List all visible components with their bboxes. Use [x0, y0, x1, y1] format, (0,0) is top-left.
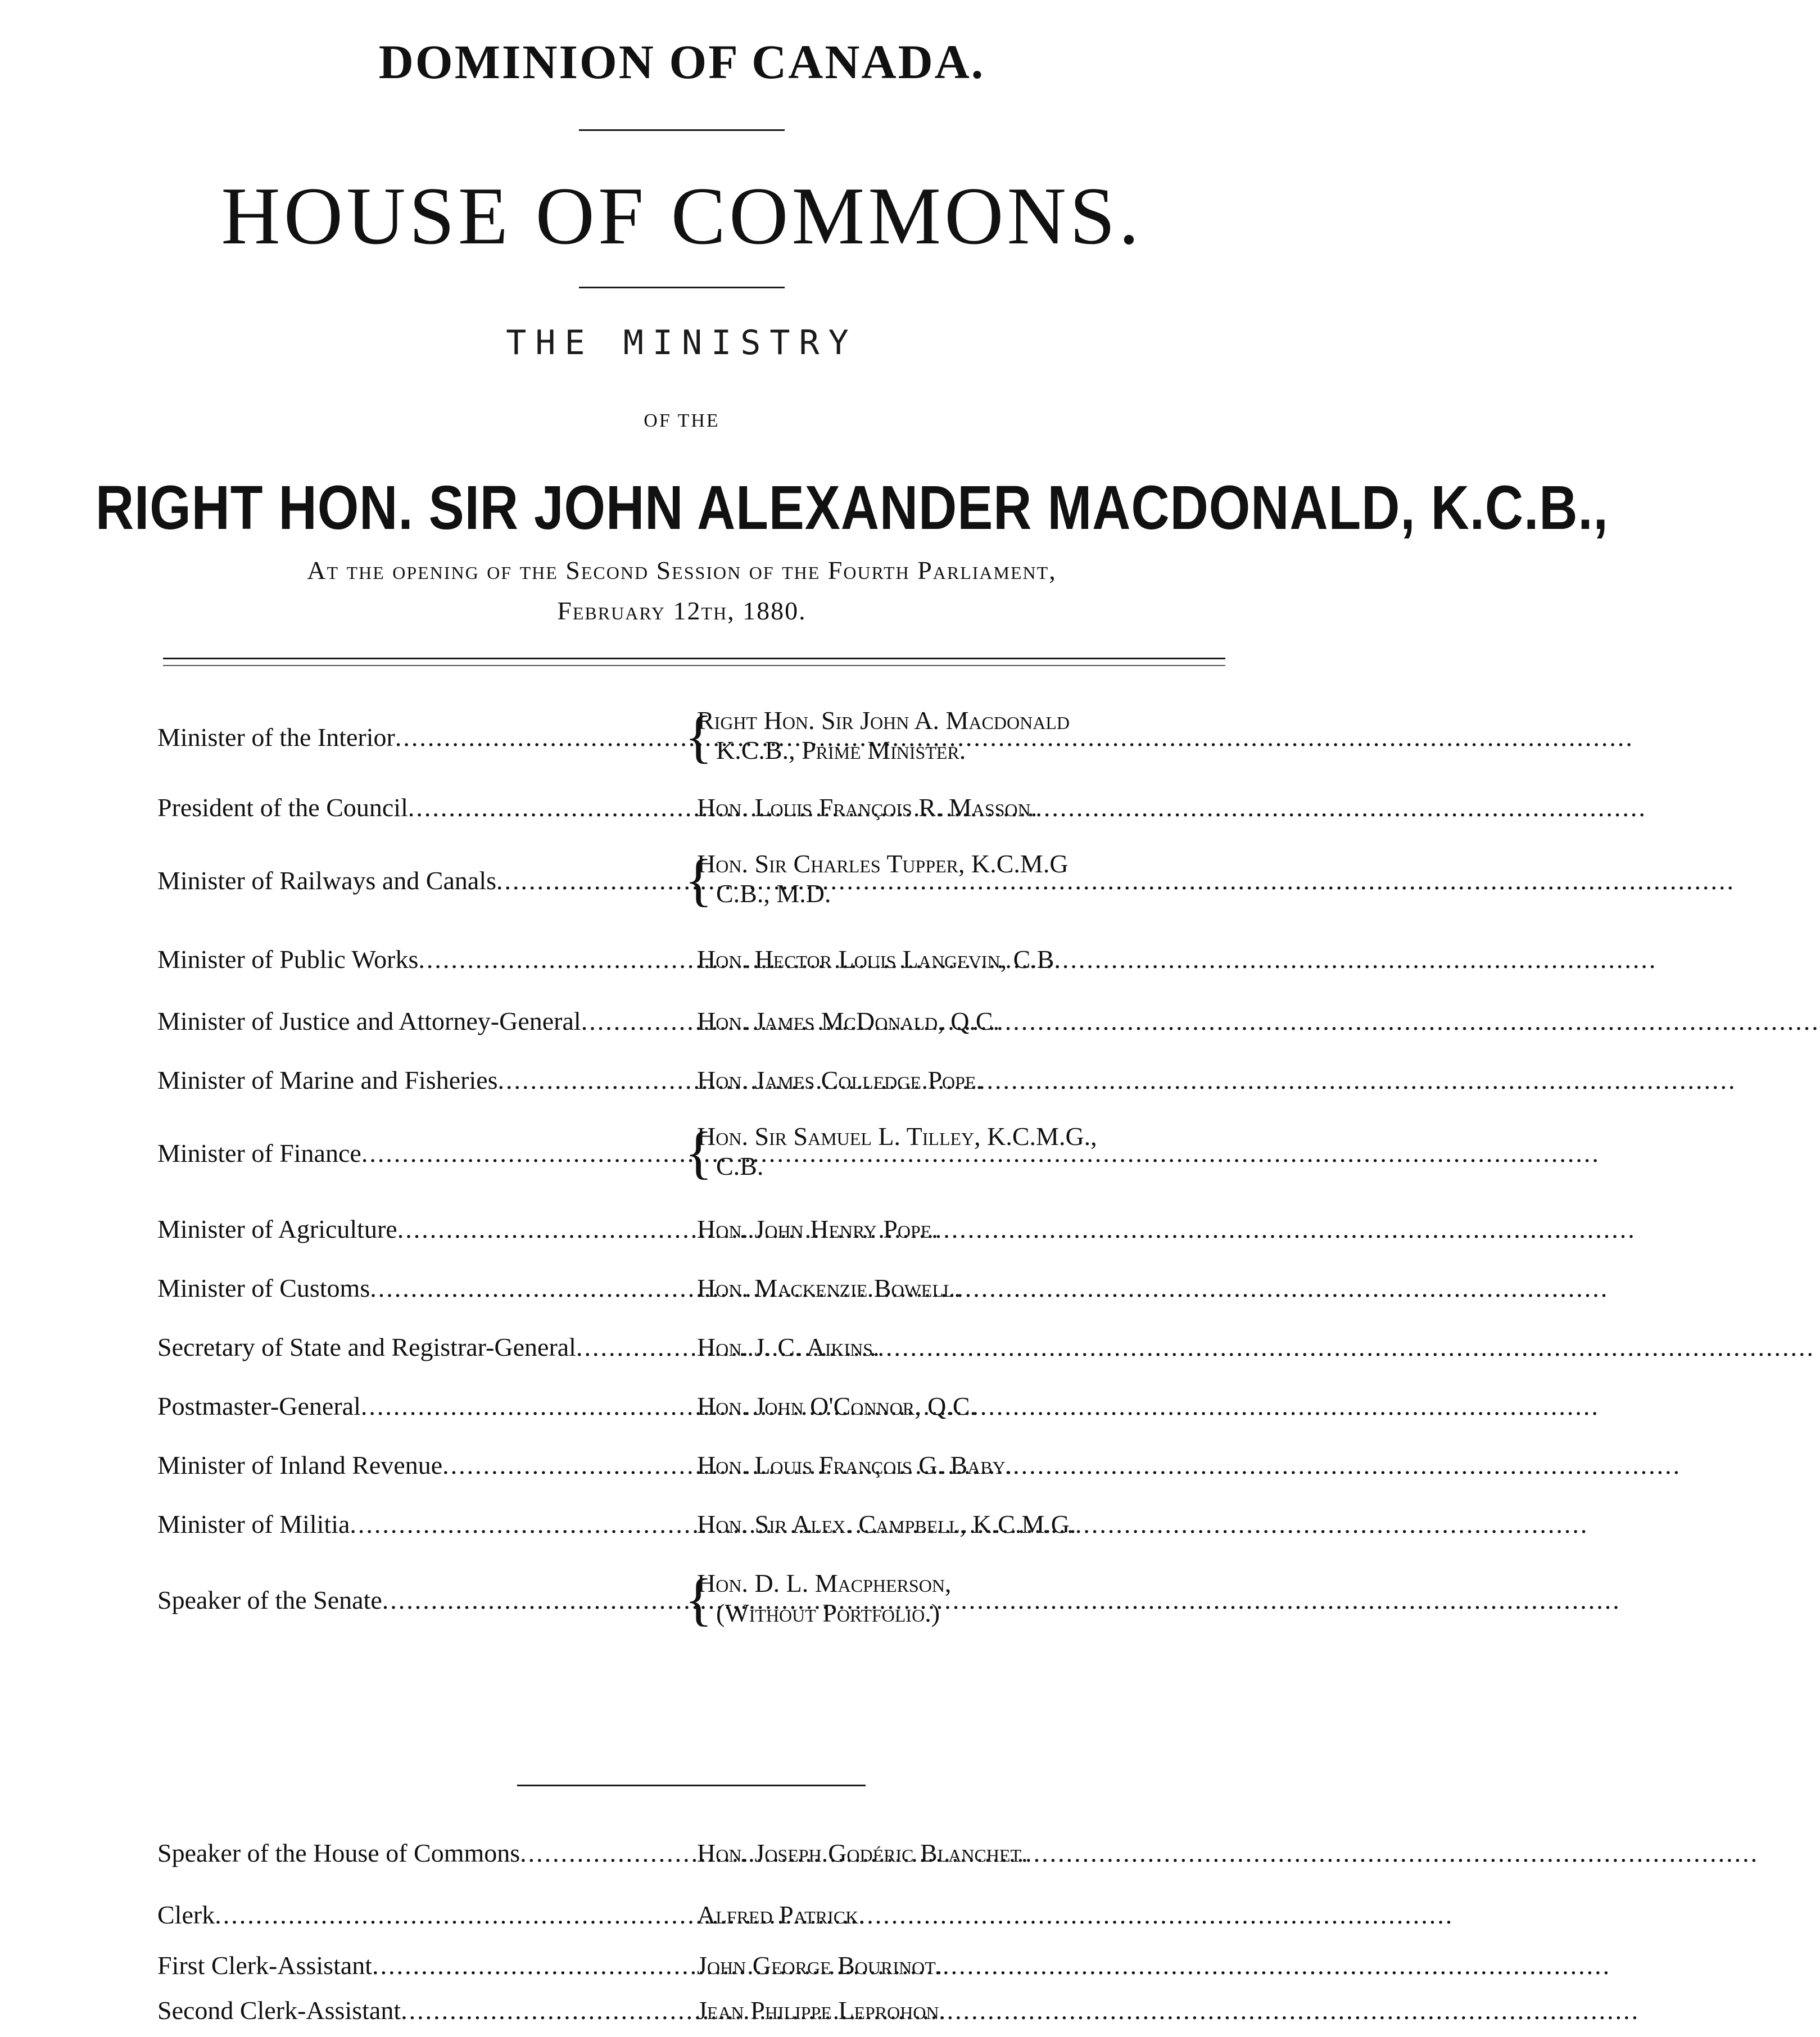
office-holder: Alfred Patrick.: [697, 1900, 865, 1929]
minister-entry: [157, 1273, 1225, 1307]
office-holder: Hon. John O'Connor, Q.C.: [697, 1392, 977, 1420]
office-label: First Clerk-Assistant .....: [157, 1950, 691, 1980]
office-holder: Hon. D. L. Macpherson, (Without Portfolio.): [697, 1569, 952, 1627]
officer-entry: [157, 1838, 1225, 1872]
office-holder: Jean Philippe Leprohon.: [697, 1996, 946, 2025]
office-label: Secretary of State and Registrar-General .....: [157, 1332, 691, 1362]
minister-entry: [157, 1509, 1225, 1543]
office-holder: Hon. Sir Charles Tupper, K.C.M.G C.B., M.D.: [697, 849, 1069, 908]
officer-entry: [157, 1995, 1225, 2029]
brace-glyph: {: [685, 1120, 713, 1185]
minister-entry: [157, 944, 1225, 978]
officer-entry: [157, 1950, 1225, 1984]
minister-entry: [157, 1121, 1225, 1189]
office-label: Minister of Finance .....: [157, 1138, 691, 1168]
house-heading: HOUSE OF COMMONS.: [221, 170, 1143, 261]
office-label: Clerk .....: [157, 1900, 691, 1930]
office-label: President of the Council .....: [157, 793, 691, 822]
officer-entry: [157, 1900, 1225, 1934]
divider-rule-2: [579, 287, 785, 288]
office-label: Postmaster-General .....: [157, 1391, 691, 1421]
office-label: Minister of the Interior .....: [157, 722, 691, 752]
office-holder: John George Bourinot.: [697, 1951, 943, 1980]
minister-entry: [157, 1006, 1225, 1040]
office-label: Second Clerk-Assistant .....: [157, 1995, 691, 2025]
office-label: Minister of Justice and Attorney-General .....: [157, 1006, 691, 1036]
brace-glyph: {: [685, 704, 713, 769]
office-label: Minister of Marine and Fisheries .....: [157, 1065, 691, 1095]
minister-entry: [157, 1065, 1225, 1099]
of-the-line: OF THE: [644, 410, 720, 431]
minister-entry: [157, 1214, 1225, 1248]
office-label: Speaker of the House of Commons .....: [157, 1838, 691, 1868]
minister-entry: [157, 849, 1225, 916]
office-holder: Hon. Louis François G. Baby.: [697, 1451, 1012, 1479]
office-holder: Hon. James McDonald, Q.C.: [697, 1007, 1000, 1035]
minister-entry: [157, 793, 1225, 826]
minister-entry: [157, 1391, 1225, 1425]
minister-entry: [157, 1568, 1225, 1636]
office-holder: Hon. Sir Samuel L. Tilley, K.C.M.G., C.B.: [697, 1122, 1097, 1180]
office-holder: Hon. Louis François R. Masson.: [697, 793, 1038, 822]
office-label: Minister of Inland Revenue .....: [157, 1450, 691, 1480]
ministry-heading: THE MINISTRY: [506, 323, 858, 363]
minister-entry: [157, 1332, 1225, 1366]
brace-glyph: {: [685, 1567, 713, 1632]
office-holder: Hon. Mackenzie Bowell.: [697, 1274, 961, 1302]
office-holder: Hon. James Colledge Pope.: [697, 1066, 983, 1094]
office-holder: Hon. Hector Louis Langevin, C.B.: [697, 945, 1061, 974]
session-date: February 12th, 1880.: [557, 596, 807, 625]
prime-minister-name: RIGHT HON. SIR JOHN ALEXANDER MACDONALD, K.C.B.,: [95, 473, 1609, 542]
office-holder: Hon. John Henry Pope.: [697, 1215, 938, 1243]
office-holder: Hon. J. C. Aikins.: [697, 1333, 880, 1361]
office-label: Minister of Militia .....: [157, 1509, 691, 1539]
office-label: Speaker of the Senate .....: [157, 1585, 691, 1615]
office-holder: Right Hon. Sir John A. Macdonald K.C.B., Prime Minister.: [697, 706, 1070, 764]
office-holder: Hon. Joseph Godéric Blanchet.: [697, 1839, 1028, 1867]
minister-entry: [157, 1450, 1225, 1484]
office-label: Minister of Customs .....: [157, 1273, 691, 1303]
brace-glyph: {: [685, 848, 713, 912]
section-divider: [517, 1785, 866, 1786]
double-rule: [163, 658, 1225, 666]
office-label: Minister of Railways and Canals .....: [157, 866, 691, 895]
divider-rule-1: [579, 129, 785, 131]
minister-entry: [157, 705, 1225, 773]
session-line: At the opening of the Second Session of the Fourth Parliament,: [307, 556, 1057, 585]
office-label: Minister of Agriculture .....: [157, 1214, 691, 1244]
dominion-heading: DOMINION OF CANADA.: [378, 35, 985, 89]
office-label: Minister of Public Works .....: [157, 944, 691, 974]
office-holder: Hon. Sir Alex. Campbell, K.C.M.G.: [697, 1510, 1076, 1538]
